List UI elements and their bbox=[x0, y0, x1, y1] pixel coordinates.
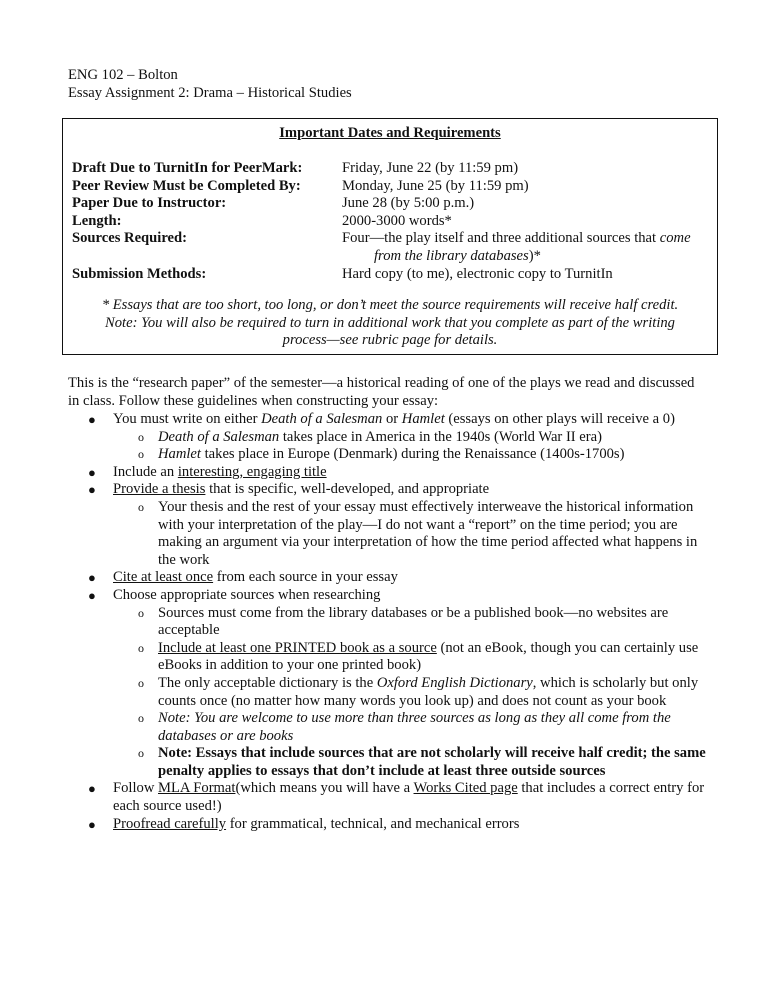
underlined-text: Provide a thesis bbox=[113, 481, 206, 498]
req-value: Monday, June 25 (by 11:59 pm) bbox=[342, 177, 529, 194]
sub-list-item bbox=[68, 605, 718, 640]
bullet-icon: ● bbox=[88, 781, 96, 797]
bullet-icon: ● bbox=[88, 816, 96, 832]
text: The only acceptable dictionary is the bbox=[158, 674, 377, 691]
req-row-submission bbox=[72, 266, 712, 284]
req-row-length bbox=[72, 213, 712, 231]
list-item bbox=[68, 587, 718, 605]
req-label: Paper Due to Instructor: bbox=[72, 195, 227, 212]
req-value-text: Four—the play itself and three additional sources that bbox=[342, 230, 660, 247]
underlined-text: MLA Format bbox=[158, 780, 236, 797]
sub-list-item bbox=[68, 710, 718, 745]
req-row-draft bbox=[72, 160, 712, 178]
sub-bullet-icon: o bbox=[138, 675, 144, 690]
bullet-icon: ● bbox=[88, 412, 96, 427]
req-value: 2000-3000 words* bbox=[342, 212, 452, 229]
text: Your thesis and the rest of your essay must effectively interweave the historical information with your interpretation of the play—I do not want a “report” on the time period; you are making an argument via your interpretation of how the time period affected what happens in the work bbox=[158, 498, 698, 568]
note-line: Note: You will also be required to turn in additional work that you complete as part of the writing bbox=[105, 314, 675, 331]
bold-text: Note: Essays that include sources that are not scholarly will receive half credit; the same penalty applies to essays that don’t include at least three outside sources bbox=[158, 745, 706, 779]
underlined-text: Works Cited page bbox=[413, 780, 518, 797]
text: that is specific, well-developed, and appropriate bbox=[205, 481, 490, 498]
list-item bbox=[68, 411, 718, 429]
req-row-peer-review bbox=[72, 178, 712, 196]
text: takes place in Europe (Denmark) during the Renaissance (1400s-1700s) bbox=[200, 446, 625, 463]
req-label: Length: bbox=[72, 212, 122, 229]
req-label: Draft Due to TurnitIn for PeerMark: bbox=[72, 160, 303, 176]
list-item bbox=[68, 481, 718, 499]
play-title: Hamlet bbox=[158, 446, 201, 463]
text: (not an eBook, though you can certainly use eBooks in addition to your one printed book) bbox=[158, 639, 699, 674]
text: that includes a correct entry for each source used!) bbox=[113, 780, 705, 815]
req-label: Sources Required: bbox=[72, 230, 187, 247]
list-item bbox=[68, 816, 718, 834]
play-title: Death of a Salesman bbox=[158, 428, 280, 445]
sub-list-item bbox=[68, 499, 718, 569]
intro-paragraph: This is the “research paper” of the semester—a historical reading of one of the plays we read and discussed in class. Follow these guidelines when constructing your essay: bbox=[68, 375, 695, 409]
text: or bbox=[382, 411, 402, 427]
list-item bbox=[68, 569, 718, 587]
sub-bullet-icon: o bbox=[138, 605, 144, 620]
req-value-italic: come bbox=[659, 230, 691, 247]
course-title: ENG 102 – Bolton bbox=[68, 67, 178, 83]
req-label: Peer Review Must be Completed By: bbox=[72, 177, 301, 194]
sub-list-item bbox=[68, 640, 718, 675]
text: You must write on either bbox=[113, 411, 262, 427]
req-value: Friday, June 22 (by 11:59 pm) bbox=[342, 160, 519, 176]
sub-bullet-icon: o bbox=[138, 499, 144, 514]
sub-list-item bbox=[68, 446, 718, 464]
sub-list-item bbox=[68, 745, 718, 780]
bullet-icon: ● bbox=[88, 587, 96, 603]
document-header bbox=[68, 67, 352, 102]
req-value bbox=[342, 230, 712, 265]
note-line: * Essays that are too short, too long, or don’t meet the source requirements will receive half credit. bbox=[101, 297, 679, 313]
underlined-text: Include at least one PRINTED book as a source bbox=[158, 639, 437, 656]
req-value: June 28 (by 5:00 p.m.) bbox=[342, 195, 475, 212]
sub-list-item bbox=[68, 429, 718, 447]
guidelines-list bbox=[68, 411, 718, 833]
text: for grammatical, technical, and mechanical errors bbox=[226, 815, 520, 832]
play-title: Hamlet bbox=[401, 411, 445, 427]
req-value-continuation bbox=[342, 248, 712, 266]
requirements-note bbox=[63, 297, 717, 350]
text: from each source in your essay bbox=[213, 569, 398, 586]
req-row-sources bbox=[72, 230, 712, 265]
italic-text: Note: You are welcome to use more than three sources as long as they all come from the databases or are books bbox=[158, 710, 671, 744]
sub-list-item bbox=[68, 675, 718, 710]
requirements-table bbox=[72, 160, 712, 283]
sub-bullet-icon: o bbox=[138, 746, 144, 761]
text: Choose appropriate sources when researching bbox=[113, 586, 381, 603]
underlined-text: Proofread carefully bbox=[113, 815, 227, 832]
list-item bbox=[68, 780, 718, 815]
sub-bullet-icon: o bbox=[138, 429, 144, 444]
bullet-icon: ● bbox=[88, 570, 96, 586]
sub-bullet-icon: o bbox=[138, 640, 144, 655]
sub-bullet-icon: o bbox=[138, 447, 144, 462]
sub-bullet-icon: o bbox=[138, 711, 144, 726]
underlined-text: Cite at least once bbox=[113, 569, 214, 586]
req-label: Submission Methods: bbox=[72, 265, 207, 282]
text: Include an bbox=[113, 463, 178, 480]
requirements-box bbox=[62, 118, 718, 355]
text: (which means you will have a bbox=[235, 780, 414, 797]
assignment-title: Essay Assignment 2: Drama – Historical Studies bbox=[68, 84, 352, 101]
req-value-italic: from the library databases bbox=[374, 247, 529, 264]
req-value: Hard copy (to me), electronic copy to TurnitIn bbox=[342, 265, 613, 282]
underlined-text: interesting, engaging title bbox=[177, 463, 327, 480]
text: , which is scholarly but only counts once (no matter how many words you look up) and does not count as your book bbox=[158, 674, 699, 709]
play-title: Death of a Salesman bbox=[261, 411, 383, 427]
list-item bbox=[68, 464, 718, 482]
text: takes place in America in the 1940s (World War II era) bbox=[279, 428, 602, 445]
requirements-title: Important Dates and Requirements bbox=[279, 125, 501, 141]
text: Sources must come from the library databases or be a published book—no websites are acceptable bbox=[158, 604, 669, 639]
text: (essays on other plays will receive a 0) bbox=[444, 411, 675, 427]
req-value-text: )* bbox=[528, 247, 541, 264]
text: Follow bbox=[113, 780, 159, 797]
bullet-icon: ● bbox=[88, 482, 96, 498]
italic-text: Oxford English Dictionary bbox=[376, 674, 533, 691]
bullet-icon: ● bbox=[88, 464, 96, 480]
req-row-paper-due bbox=[72, 195, 712, 213]
note-line: process—see rubric page for details. bbox=[282, 332, 498, 349]
